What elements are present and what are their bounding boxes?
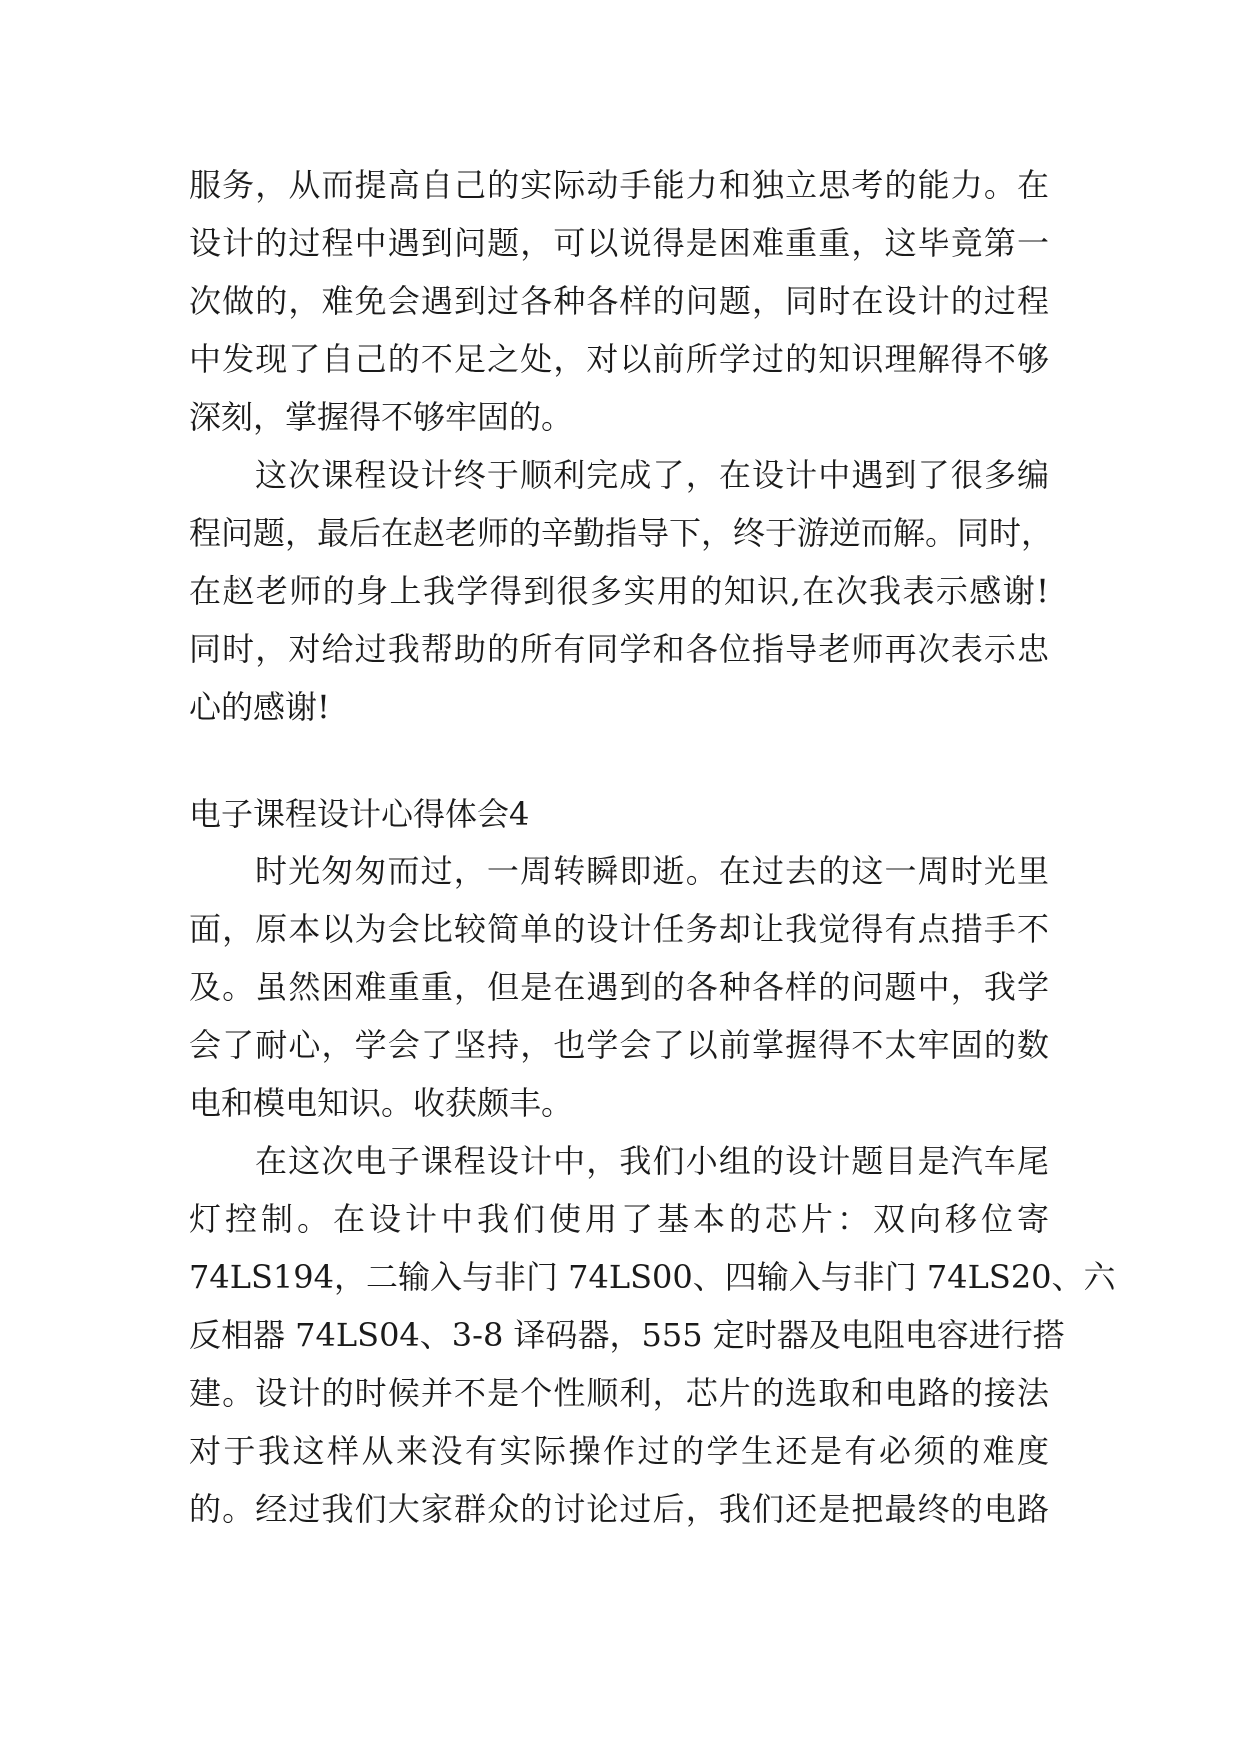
text-line: 及。虽然困难重重，但是在遇到的各种各样的问题中，我学 (189, 968, 1049, 1006)
text-line: 会了耐心，学会了坚持，也学会了以前掌握得不太牢固的数 (189, 1026, 1049, 1064)
text-line: 时光匆匆而过，一周转瞬即逝。在过去的这一周时光里 (255, 852, 1049, 890)
text-line: 次做的，难免会遇到过各种各样的问题，同时在设计的过程 (189, 282, 1049, 320)
text-line: 在这次电子课程设计中，我们小组的设计题目是汽车尾 (255, 1142, 1049, 1180)
text-line: 对于我这样从来没有实际操作过的学生还是有必须的难度 (189, 1432, 1049, 1470)
text-line: 74LS194，二输入与非门 74LS00、四输入与非门 74LS20、六 (189, 1258, 1116, 1296)
text-line: 心的感谢! (189, 688, 330, 726)
text-line: 在赵老师的身上我学得到很多实用的知识,在次我表示感谢! (189, 572, 1049, 610)
text-line: 灯控制。在设计中我们使用了基本的芯片：双向移位寄 (189, 1200, 1049, 1238)
text-line: 同时，对给过我帮助的所有同学和各位指导老师再次表示忠 (189, 630, 1049, 668)
text-line: 中发现了自己的不足之处，对以前所学过的知识理解得不够 (189, 340, 1049, 378)
text-line: 这次课程设计终于顺利完成了，在设计中遇到了很多编 (255, 456, 1049, 494)
text-line: 面，原本以为会比较简单的设计任务却让我觉得有点措手不 (189, 910, 1049, 948)
text-line: 建。设计的时候并不是个性顺利，芯片的选取和电路的接法 (189, 1374, 1049, 1412)
text-line: 设计的过程中遇到问题，可以说得是困难重重，这毕竟第一 (189, 224, 1049, 262)
text-line: 程问题，最后在赵老师的辛勤指导下，终于游逆而解。同时， (189, 514, 1054, 552)
text-line: 反相器 74LS04、3-8 译码器，555 定时器及电阻电容进行搭 (189, 1316, 1065, 1354)
text-line: 服务，从而提高自己的实际动手能力和独立思考的能力。在 (189, 166, 1049, 204)
section-heading: 电子课程设计心得体会4 (189, 795, 530, 833)
text-line: 深刻，掌握得不够牢固的。 (189, 398, 574, 436)
text-line: 的。经过我们大家群众的讨论过后，我们还是把最终的电路 (189, 1490, 1049, 1528)
text-line: 电和模电知识。收获颇丰。 (189, 1084, 574, 1122)
